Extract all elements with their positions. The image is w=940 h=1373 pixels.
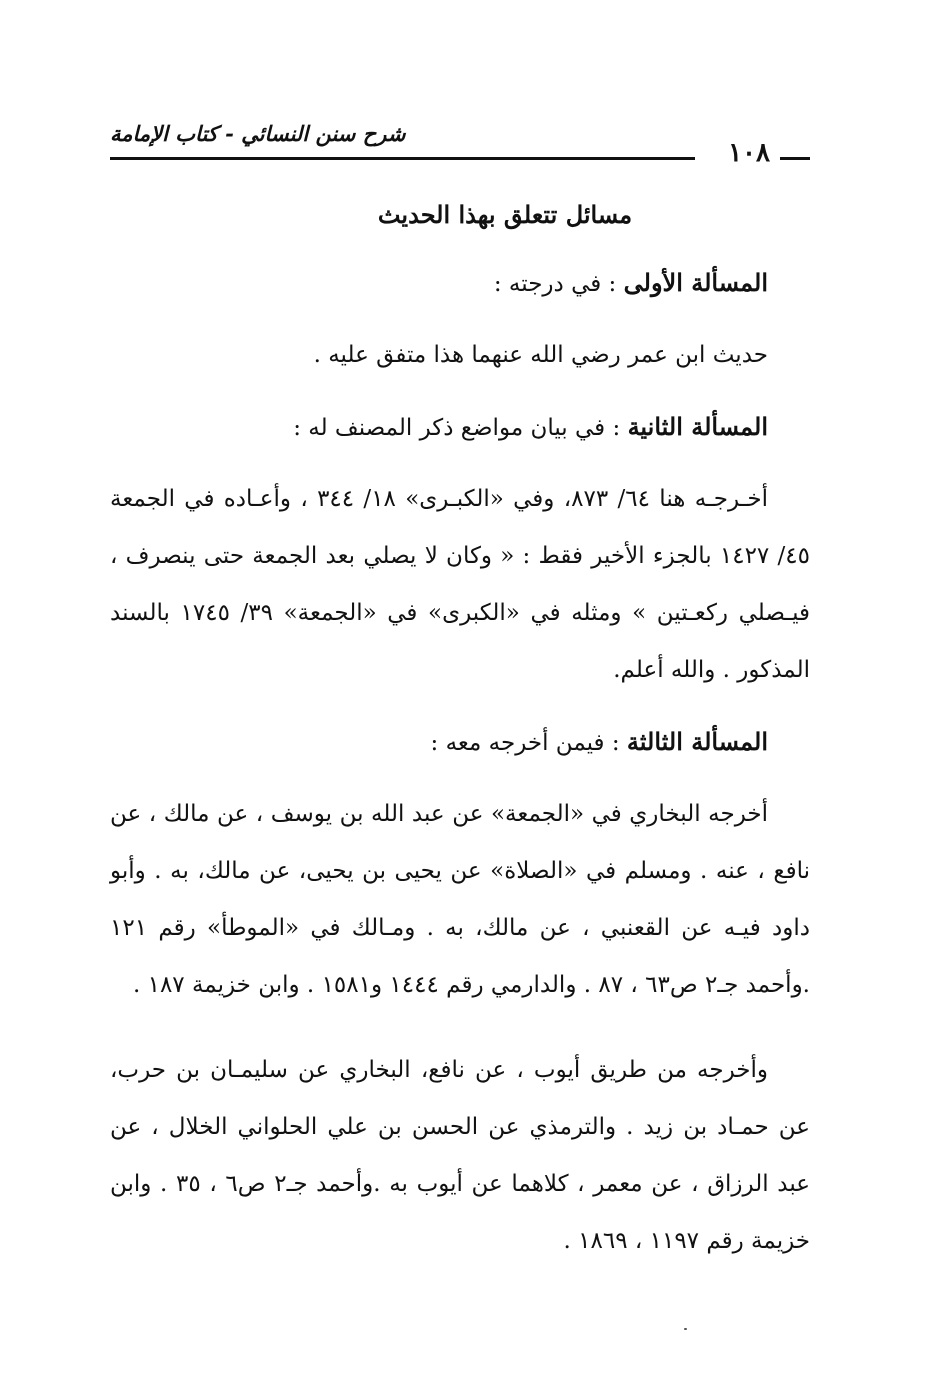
- question-1-heading: [110, 254, 810, 313]
- question-1-topic: : في درجته :: [493, 271, 617, 297]
- question-3-topic: : فيمن أخرجه معه :: [430, 730, 620, 756]
- scan-speck: [684, 1328, 687, 1330]
- header-rule: [110, 157, 695, 160]
- page-number: ١٠٨: [728, 138, 770, 168]
- question-3-heading: [110, 713, 810, 772]
- page-number-dash: [780, 157, 810, 160]
- question-2-label: المسألة الثانية: [627, 412, 768, 441]
- question-2-topic: : في بيان مواضع ذكر المصنف له :: [293, 415, 621, 441]
- question-1-text: حديث ابن عمر رضي الله عنهما هذا متفق عليه .: [313, 342, 768, 368]
- question-1-label: المسألة الأولى: [623, 268, 768, 297]
- question-2-heading: [110, 398, 810, 457]
- running-title: شرح سنن النسائي - كتاب الإمامة: [110, 121, 406, 146]
- running-header: [110, 108, 810, 168]
- question-3-paragraph-2: وأخرجه من طريق أيوب ، عن نافع، البخاري عن سليمـان بن حرب، عن حمـاد بن زيد . والترمذي عن الحسن بن علي الحلواني الخلال ، عن عبد الرزاق ، عن معمر ، كلاهما عن أيوب به .وأحمد جـ٢ ص٦ ، ٣٥ . وابن خزيمة رقم ١١٩٧ ، ١٨٦٩ .: [110, 1057, 811, 1254]
- question-3-paragraph-1: أخرجه البخاري في «الجمعة» عن عبد الله بن يوسف ، عن مالك ، عن نافع ، عنه . ومسلم في «الصلاة» عن يحيى بن يحيى، عن مالك، به . وأبو داود فيـه عن القعنبي ، عن مالك، به . ومـالك في «الموطأ» رقم ١٢١ .وأحمد جـ٢ ص٦٣ ، ٨٧ . والدارمي رقم ١٤٤٤ و١٥٨١ . وابن خزيمة ١٨٧ .: [110, 801, 810, 998]
- page: [110, 108, 810, 1308]
- section-title: مسائل تتعلق بهذا الحديث: [377, 200, 633, 229]
- question-3-label: المسألة الثالثة: [626, 727, 768, 756]
- question-2-text: أخـرجـه هنا ٦٤/ ٨٧٣، وفي «الكبـرى» ١٨/ ٣٤٤ ، وأعـاده في الجمعة ٤٥/ ١٤٢٧ بالجزء الأخير فقط : « وكان لا يصلي بعد الجمعة حتى ينصرف ، فيـصلي ركعـتين » ومثله في «الكبرى» في «الجمعة» ٣٩/ ١٧٤٥ بالسند المذكور . والله أعلم.: [110, 486, 811, 683]
